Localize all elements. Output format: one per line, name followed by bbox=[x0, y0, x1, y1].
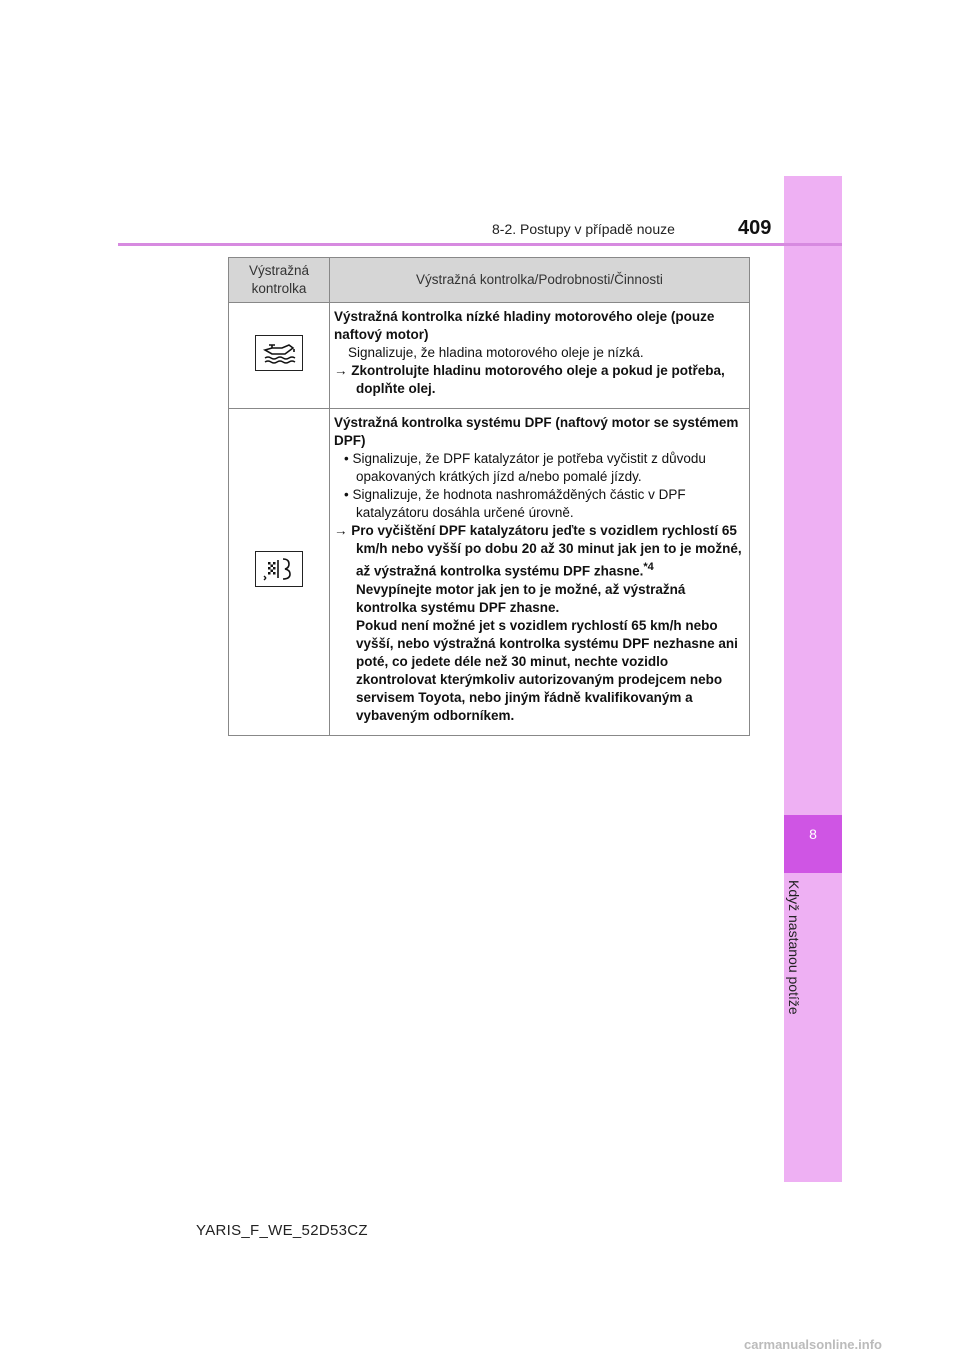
row-action bbox=[334, 362, 745, 398]
chapter-side-tab bbox=[784, 176, 842, 1182]
arrow-icon: → bbox=[334, 523, 352, 538]
icon-cell bbox=[229, 303, 330, 409]
list-item-text: Signalizuje, že DPF katalyzátor je potřeba vyčistit z důvodu opakovaných krátkých jízd a/nebo pomalé jízdy. bbox=[352, 451, 706, 484]
bullet-icon: • bbox=[344, 487, 353, 502]
details-cell bbox=[330, 303, 750, 409]
chapter-number-tab bbox=[784, 815, 842, 873]
list-item bbox=[334, 450, 745, 486]
column-header-details: Výstražná kontrolka/Podrobnosti/Činnosti bbox=[330, 258, 750, 303]
row-title: Výstražná kontrolka nízké hladiny motorového oleje (pouze naftový motor) bbox=[334, 309, 715, 342]
watermark: carmanualsonline.info bbox=[744, 1337, 882, 1352]
dpf-warning-icon bbox=[255, 551, 303, 587]
row-note: Nevypínejte motor jak jen to je možné, až výstražná kontrolka systému DPF zhasne. bbox=[356, 581, 686, 615]
header-rule bbox=[118, 243, 842, 246]
chapter-number: 8 bbox=[809, 826, 817, 842]
page-number: 409 bbox=[738, 217, 772, 239]
table-row bbox=[229, 303, 750, 409]
warning-lights-table bbox=[228, 257, 750, 736]
row-action-text: Zkontrolujte hladinu motorového oleje a pokud je potřeba, doplňte olej. bbox=[351, 363, 725, 396]
row-note: Pokud není možné jet s vozidlem rychlostí 65 km/h nebo vyšší, nebo výstražná kontrolka systému DPF nezhasne ani poté, co jedete déle než 30 minut, nechte vozidlo zkontrolovat kterýmkoliv autorizovaným prodejcem nebo servisem Toyota, nebo jiným řádně kvalifikovaným a vybaveným odborníkem. bbox=[356, 617, 738, 723]
details-cell bbox=[330, 409, 750, 736]
bullet-icon: • bbox=[344, 451, 353, 466]
table-row bbox=[229, 409, 750, 736]
column-header-light: Výstražná kontrolka bbox=[229, 258, 330, 303]
oil-level-warning-icon bbox=[255, 335, 303, 371]
list-item-text: Signalizuje, že hodnota nashromážděných částic v DPF katalyzátoru dosáhla určené úrovně. bbox=[352, 487, 686, 520]
icon-cell bbox=[229, 409, 330, 736]
list-item bbox=[334, 486, 745, 522]
document-code: YARIS_F_WE_52D53CZ bbox=[196, 1222, 368, 1239]
row-action bbox=[334, 522, 745, 581]
row-description: Signalizuje, že hladina motorového oleje je nízká. bbox=[348, 345, 644, 360]
footnote-ref: *4 bbox=[643, 561, 654, 573]
chapter-title: Když nastanou potíže bbox=[786, 880, 802, 1015]
row-title: Výstražná kontrolka systému DPF (naftový motor se systémem DPF) bbox=[334, 415, 739, 448]
row-action-text: Pro vyčištění DPF katalyzátoru jeďte s vozidlem rychlostí 65 km/h nebo vyšší po dobu 20 až 30 minut jak jen to je možné, až výstražná kontrolka systému DPF zhasne. bbox=[351, 523, 742, 579]
section-title: 8-2. Postupy v případě nouze bbox=[492, 221, 675, 237]
table-header-row bbox=[229, 258, 750, 303]
arrow-icon: → bbox=[334, 363, 352, 378]
